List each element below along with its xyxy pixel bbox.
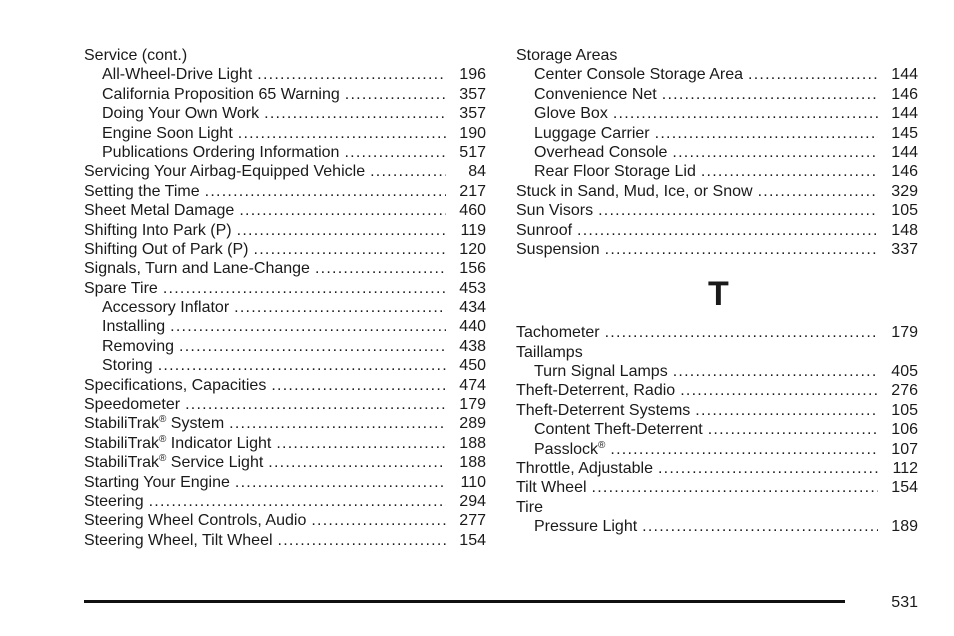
index-list-t bbox=[516, 323, 918, 536]
index-subentry bbox=[84, 298, 486, 317]
entry-label-text: Installing bbox=[102, 318, 166, 336]
index-subentry bbox=[516, 124, 918, 143]
entry-page-number: 154 bbox=[891, 479, 918, 497]
entry-label bbox=[102, 124, 233, 143]
entry-page-number: 190 bbox=[459, 124, 486, 142]
entry-label bbox=[102, 85, 340, 104]
entry-label-text: Overhead Console bbox=[534, 143, 668, 161]
dot-leader bbox=[311, 511, 446, 530]
dot-leader bbox=[748, 65, 878, 84]
page-number: 531 bbox=[891, 594, 918, 611]
entry-label-text: Sunroof bbox=[516, 221, 573, 239]
entry-page-number: 105 bbox=[891, 202, 918, 220]
registered-mark: ® bbox=[598, 439, 606, 451]
entry-label-suffix: Indicator Light bbox=[166, 434, 272, 452]
entry-page-number: 196 bbox=[459, 66, 486, 84]
entry-label-suffix: Service Light bbox=[166, 454, 264, 472]
dot-leader bbox=[238, 124, 446, 143]
dot-leader bbox=[673, 362, 878, 381]
entry-page-number: 517 bbox=[459, 143, 486, 161]
dot-leader bbox=[254, 240, 446, 259]
entry-page-number: 189 bbox=[891, 518, 918, 536]
entry-label bbox=[84, 395, 180, 414]
entry-label-text: StabiliTrak bbox=[84, 434, 159, 452]
registered-mark: ® bbox=[158, 433, 167, 445]
entry-label-text: Passlock bbox=[534, 440, 599, 458]
entry-label-text: Specifications, Capacities bbox=[84, 376, 267, 394]
entry-label bbox=[84, 240, 249, 259]
dot-leader bbox=[185, 395, 446, 414]
dot-leader bbox=[577, 221, 878, 240]
index-subentry bbox=[84, 124, 486, 143]
dot-leader bbox=[605, 323, 878, 342]
entry-page-number: 337 bbox=[891, 240, 918, 258]
entry-label bbox=[516, 182, 753, 201]
entry-label-text: Doing Your Own Work bbox=[102, 105, 260, 123]
entry-label-text: Starting Your Engine bbox=[84, 473, 230, 491]
entry-label bbox=[534, 362, 668, 381]
index-list-s-continued bbox=[516, 46, 918, 259]
index-entry bbox=[516, 240, 918, 259]
index-entry bbox=[84, 259, 486, 278]
index-entry bbox=[84, 531, 486, 550]
entry-label-text: Steering Wheel Controls, Audio bbox=[84, 512, 307, 530]
entry-label bbox=[516, 201, 593, 220]
entry-label bbox=[516, 498, 543, 517]
entry-page-number: 453 bbox=[459, 279, 486, 297]
entry-page-number: 119 bbox=[460, 221, 486, 239]
entry-page-number: 294 bbox=[459, 492, 486, 510]
dot-leader bbox=[605, 240, 878, 259]
entry-label-text: Storing bbox=[102, 357, 153, 375]
entry-page-number: 144 bbox=[891, 105, 918, 123]
entry-page-number: 217 bbox=[459, 182, 486, 200]
dot-leader bbox=[613, 104, 878, 123]
index-entry bbox=[84, 434, 486, 453]
index-entry bbox=[84, 453, 486, 472]
entry-label bbox=[84, 531, 273, 550]
entry-page-number: 357 bbox=[459, 85, 486, 103]
index-subentry bbox=[516, 440, 918, 459]
index-entry bbox=[516, 46, 918, 65]
dot-leader bbox=[345, 85, 446, 104]
entry-label-text: StabiliTrak bbox=[84, 415, 159, 433]
entry-page-number: 405 bbox=[891, 363, 918, 381]
dot-leader bbox=[239, 201, 446, 220]
entry-label bbox=[534, 65, 743, 84]
index-subentry bbox=[516, 420, 918, 439]
dot-leader bbox=[592, 478, 878, 497]
entry-page-number: 434 bbox=[459, 299, 486, 317]
entry-page-number: 474 bbox=[459, 376, 486, 394]
entry-label bbox=[534, 143, 667, 162]
entry-label bbox=[84, 453, 263, 472]
index-subentry bbox=[516, 143, 918, 162]
entry-page-number: 179 bbox=[891, 324, 918, 342]
dot-leader bbox=[655, 124, 878, 143]
registered-mark: ® bbox=[158, 414, 167, 426]
dot-leader bbox=[234, 298, 446, 317]
entry-label-text: Storage Areas bbox=[516, 47, 618, 64]
dot-leader bbox=[170, 317, 446, 336]
dot-leader bbox=[149, 492, 446, 511]
entry-label bbox=[84, 46, 187, 65]
index-entry bbox=[84, 240, 486, 259]
dot-leader bbox=[662, 85, 878, 104]
entry-label-text: Luggage Carrier bbox=[534, 124, 650, 142]
entry-label-text: Removing bbox=[102, 337, 175, 355]
entry-page-number: 112 bbox=[892, 460, 918, 478]
entry-label-text: Servicing Your Airbag-Equipped Vehicle bbox=[84, 163, 366, 181]
entry-label-text: Stuck in Sand, Mud, Ice, or Snow bbox=[516, 182, 753, 200]
index-entry bbox=[84, 492, 486, 511]
entry-label-text: Speedometer bbox=[84, 396, 181, 414]
entry-label-text: Turn Signal Lamps bbox=[534, 363, 668, 381]
dot-leader bbox=[701, 162, 878, 181]
index-subentry bbox=[516, 162, 918, 181]
entry-label-text: Tachometer bbox=[516, 324, 600, 342]
entry-label-text: Theft-Deterrent Systems bbox=[516, 401, 691, 419]
index-entry bbox=[516, 201, 918, 220]
entry-label-text: Glove Box bbox=[534, 105, 608, 123]
dot-leader bbox=[672, 143, 878, 162]
index-entry bbox=[516, 478, 918, 497]
index-subentry bbox=[84, 65, 486, 84]
entry-label-text: Service (cont.) bbox=[84, 47, 188, 64]
entry-label-text: Sun Visors bbox=[516, 202, 594, 220]
entry-label bbox=[534, 124, 650, 143]
index-subentry bbox=[516, 517, 918, 536]
entry-label-text: Publications Ordering Information bbox=[102, 143, 340, 161]
entry-label bbox=[534, 162, 696, 181]
entry-page-number: 144 bbox=[891, 143, 918, 161]
entry-label-text: Steering Wheel, Tilt Wheel bbox=[84, 531, 273, 549]
entry-label bbox=[102, 298, 229, 317]
index-subentry bbox=[516, 362, 918, 381]
dot-leader bbox=[598, 201, 878, 220]
index-subentry bbox=[84, 104, 486, 123]
index-entry bbox=[516, 498, 918, 517]
entry-page-number: 438 bbox=[459, 337, 486, 355]
entry-label bbox=[102, 104, 259, 123]
entry-label-text: Engine Soon Light bbox=[102, 124, 233, 142]
entry-page-number: 106 bbox=[891, 421, 918, 439]
entry-label-text: Center Console Storage Area bbox=[534, 66, 744, 84]
index-subentry bbox=[516, 85, 918, 104]
dot-leader bbox=[271, 376, 446, 395]
entry-label bbox=[84, 414, 224, 433]
index-entry bbox=[84, 279, 486, 298]
entry-label-text: Sheet Metal Damage bbox=[84, 202, 235, 220]
entry-label bbox=[84, 259, 310, 278]
entry-page-number: 179 bbox=[459, 396, 486, 414]
index-entry bbox=[516, 323, 918, 342]
entry-page-number: 145 bbox=[891, 124, 918, 142]
entry-label-text: Rear Floor Storage Lid bbox=[534, 163, 696, 181]
dot-leader bbox=[257, 65, 446, 84]
entry-label bbox=[534, 104, 608, 123]
index-entry bbox=[516, 343, 918, 362]
entry-label bbox=[84, 511, 306, 530]
dot-leader bbox=[268, 453, 446, 472]
entry-label bbox=[84, 221, 232, 240]
index-subentry bbox=[84, 143, 486, 162]
index-column-right bbox=[516, 46, 918, 537]
index-entry bbox=[516, 221, 918, 240]
dot-leader bbox=[276, 434, 446, 453]
dot-leader bbox=[708, 420, 878, 439]
index-entry bbox=[84, 221, 486, 240]
entry-page-number: 188 bbox=[459, 434, 486, 452]
index-column-left bbox=[84, 46, 486, 550]
entry-page-number: 329 bbox=[891, 182, 918, 200]
entry-label bbox=[534, 517, 637, 536]
entry-label-text: Tire bbox=[516, 498, 543, 516]
entry-label-text: All-Wheel-Drive Light bbox=[102, 66, 253, 84]
index-entry bbox=[84, 473, 486, 492]
entry-label-text: StabiliTrak bbox=[84, 454, 159, 472]
entry-label bbox=[102, 65, 252, 84]
entry-label bbox=[102, 337, 174, 356]
entry-page-number: 277 bbox=[459, 512, 486, 530]
entry-label-text: Setting the Time bbox=[84, 182, 200, 200]
dot-leader bbox=[758, 182, 878, 201]
dot-leader bbox=[315, 259, 446, 278]
index-subentry bbox=[516, 65, 918, 84]
dot-leader bbox=[264, 104, 446, 123]
entry-page-number: 440 bbox=[459, 318, 486, 336]
entry-page-number: 154 bbox=[459, 531, 486, 549]
entry-label bbox=[102, 356, 153, 375]
dot-leader bbox=[237, 221, 446, 240]
entry-page-number: 144 bbox=[891, 66, 918, 84]
dot-leader bbox=[344, 143, 446, 162]
entry-label bbox=[516, 343, 583, 362]
entry-page-number: 110 bbox=[460, 473, 486, 491]
registered-mark: ® bbox=[158, 453, 167, 465]
entry-label-suffix: System bbox=[166, 415, 225, 433]
dot-leader bbox=[695, 401, 878, 420]
dot-leader bbox=[658, 459, 878, 478]
index-entry bbox=[516, 401, 918, 420]
entry-label bbox=[84, 201, 234, 220]
entry-label bbox=[84, 492, 144, 511]
dot-leader bbox=[642, 517, 878, 536]
index-subentry bbox=[84, 356, 486, 375]
dot-leader bbox=[158, 356, 446, 375]
entry-label-text: Spare Tire bbox=[84, 279, 158, 297]
index-entry bbox=[516, 459, 918, 478]
index-list-left bbox=[84, 46, 486, 550]
index-subentry bbox=[84, 317, 486, 336]
index-entry bbox=[84, 395, 486, 414]
entry-label bbox=[516, 459, 653, 478]
index-entry bbox=[84, 376, 486, 395]
entry-label-text: Pressure Light bbox=[534, 518, 638, 536]
dot-leader bbox=[610, 440, 878, 459]
entry-page-number: 146 bbox=[891, 85, 918, 103]
dot-leader bbox=[278, 531, 446, 550]
section-letter-t: T bbox=[708, 275, 729, 314]
entry-page-number: 450 bbox=[459, 357, 486, 375]
entry-label-text: Shifting Into Park (P) bbox=[84, 221, 232, 239]
dot-leader bbox=[179, 337, 446, 356]
dot-leader bbox=[680, 381, 878, 400]
dot-leader bbox=[229, 414, 446, 433]
entry-page-number: 146 bbox=[891, 163, 918, 181]
entry-label-text: Taillamps bbox=[516, 343, 583, 361]
entry-page-number: 357 bbox=[459, 105, 486, 123]
entry-page-number: 188 bbox=[459, 454, 486, 472]
index-entry bbox=[84, 162, 486, 181]
entry-page-number: 460 bbox=[459, 202, 486, 220]
footer-rule bbox=[84, 600, 845, 603]
entry-page-number: 84 bbox=[468, 163, 486, 181]
entry-page-number: 156 bbox=[459, 260, 486, 278]
entry-page-number: 289 bbox=[459, 415, 486, 433]
entry-label bbox=[102, 317, 165, 336]
entry-label bbox=[516, 221, 572, 240]
entry-label bbox=[516, 381, 675, 400]
entry-label bbox=[102, 143, 339, 162]
entry-label bbox=[84, 279, 158, 298]
index-entry bbox=[84, 182, 486, 201]
entry-label-text: Theft-Deterrent, Radio bbox=[516, 382, 676, 400]
entry-label bbox=[84, 162, 365, 181]
index-entry bbox=[84, 201, 486, 220]
entry-label-text: Steering bbox=[84, 492, 144, 510]
entry-label-text: Suspension bbox=[516, 240, 600, 258]
entry-page-number: 148 bbox=[891, 221, 918, 239]
dot-leader bbox=[235, 473, 446, 492]
index-subentry bbox=[84, 337, 486, 356]
entry-page-number: 105 bbox=[891, 401, 918, 419]
entry-label bbox=[516, 323, 600, 342]
entry-label-text: Tilt Wheel bbox=[516, 479, 587, 497]
entry-label-text: California Proposition 65 Warning bbox=[102, 85, 340, 103]
dot-leader bbox=[163, 279, 446, 298]
entry-label bbox=[516, 401, 690, 420]
entry-label-text: Accessory Inflator bbox=[102, 299, 230, 317]
entry-page-number: 120 bbox=[459, 240, 486, 258]
index-entry bbox=[516, 381, 918, 400]
entry-label bbox=[84, 473, 230, 492]
entry-label bbox=[534, 85, 657, 104]
index-subentry bbox=[84, 85, 486, 104]
entry-label bbox=[516, 478, 587, 497]
entry-label bbox=[534, 420, 703, 439]
entry-label bbox=[84, 376, 266, 395]
index-entry bbox=[516, 182, 918, 201]
index-entry bbox=[84, 511, 486, 530]
entry-label-text: Signals, Turn and Lane-Change bbox=[84, 260, 310, 278]
entry-label-text: Content Theft-Deterrent bbox=[534, 421, 703, 439]
entry-label bbox=[84, 434, 271, 453]
entry-label-text: Throttle, Adjustable bbox=[516, 460, 653, 478]
entry-label-text: Shifting Out of Park (P) bbox=[84, 240, 249, 258]
entry-label bbox=[534, 440, 605, 459]
entry-label bbox=[516, 240, 600, 259]
entry-page-number: 107 bbox=[891, 440, 918, 458]
entry-label bbox=[84, 182, 200, 201]
index-entry bbox=[84, 46, 486, 65]
dot-leader bbox=[370, 162, 446, 181]
index-subentry bbox=[516, 104, 918, 123]
entry-label-text: Convenience Net bbox=[534, 85, 657, 103]
dot-leader bbox=[205, 182, 446, 201]
index-entry bbox=[84, 414, 486, 433]
entry-page-number: 276 bbox=[891, 382, 918, 400]
entry-label bbox=[516, 46, 617, 65]
